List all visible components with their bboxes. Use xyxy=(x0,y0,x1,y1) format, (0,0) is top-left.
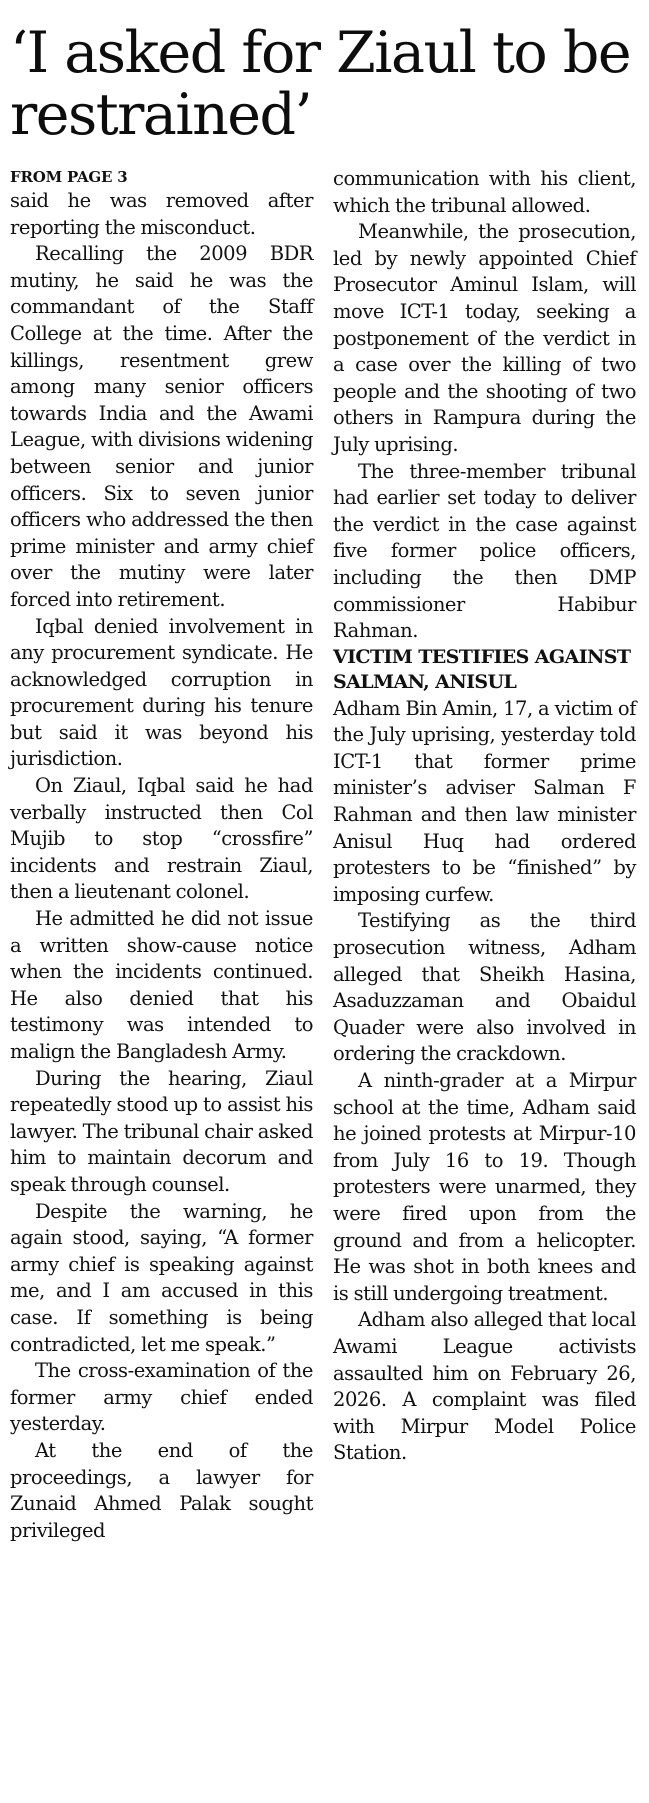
paragraph: communication with his client, which the tribunal allowed. xyxy=(333,167,636,217)
paragraph: He admitted he did not issue a written show-cause notice when the incidents continued. He also denied that his testimony was intended to malign the Bangladesh Army. xyxy=(10,907,313,1063)
right-column xyxy=(333,166,636,1544)
left-column xyxy=(10,166,313,1544)
paragraph: Despite the warning, he again stood, saying, “A former army chief is speaking against me, and I am accused in this case. If something is being contradicted, let me speak.” xyxy=(10,1199,313,1356)
paragraph: Meanwhile, the prosecution, led by newly appointed Chief Prosecutor Aminul Islam, will move ICT-1 today, seeking a postponement of the verdict in a case over the killing of two people and the shooting of two others in Rampura during the July uprising. xyxy=(333,220,636,456)
paragraph: Iqbal denied involvement in any procurement syndicate. He acknowledged corruption in procurement during his tenure but said it was beyond his jurisdiction. xyxy=(10,614,313,771)
paragraph: During the hearing, Ziaul repeatedly stood up to assist his lawyer. The tribunal chair asked him to maintain decorum and speak through counsel. xyxy=(10,1066,313,1196)
paragraph: Recalling the 2009 BDR mutiny, he said he was the commandant of the Staff College at the time. After the killings, resentment grew among many senior officers towards India and the Awami League, with divisions widening between senior and junior officers. Six to seven junior officers who addressed the then prime minister and army chief over the mutiny were later forced into retirement. xyxy=(10,242,313,611)
paragraph: At the end of the proceedings, a lawyer for Zunaid Ahmed Palak sought privileged xyxy=(10,1438,313,1542)
kicker: FROM PAGE 3 xyxy=(10,168,128,186)
paragraph: said he was removed after reporting the misconduct. xyxy=(10,189,313,239)
paragraph: The cross-examination of the former army chief ended yesterday. xyxy=(10,1359,313,1436)
paragraph: A ninth-grader at a Mirpur school at the time, Adham said he joined protests at Mirpur-10 from July 16 to 19. Though protesters were unarmed, they were fired upon from the ground and from a helicopter. He was shot in both knees and is still undergoing treatment. xyxy=(333,1069,636,1305)
paragraph: Testifying as the third prosecution witness, Adham alleged that Sheikh Hasina, Asaduzzaman and Obaidul Quader were also involved in ordering the crackdown. xyxy=(333,909,636,1066)
article-body xyxy=(10,166,636,1544)
paragraph: Adham also alleged that local Awami League activists assaulted him on February 26, 2026. A complaint was filed with Mirpur Model Police Station. xyxy=(333,1308,636,1465)
paragraph: The three-member tribunal had earlier set today to deliver the verdict in the case against five former police officers, including the then DMP commissioner Habibur Rahman. xyxy=(333,459,636,643)
section-subhead: VICTIM TESTIFIES AGAINST SALMAN, ANISUL xyxy=(333,645,631,694)
paragraph: On Ziaul, Iqbal said he had verbally instructed then Col Mujib to stop “crossfire” incidents and restrain Ziaul, then a lieutenant colonel. xyxy=(10,774,313,904)
paragraph: Adham Bin Amin, 17, a victim of the July uprising, yesterday told ICT-1 that former prime minister’s adviser Salman F Rahman and then law minister Anisul Huq had ordered protesters to be “finished” by imposing curfew. xyxy=(333,696,636,906)
headline: ‘I asked for Ziaul to be restrained’ xyxy=(10,20,631,148)
